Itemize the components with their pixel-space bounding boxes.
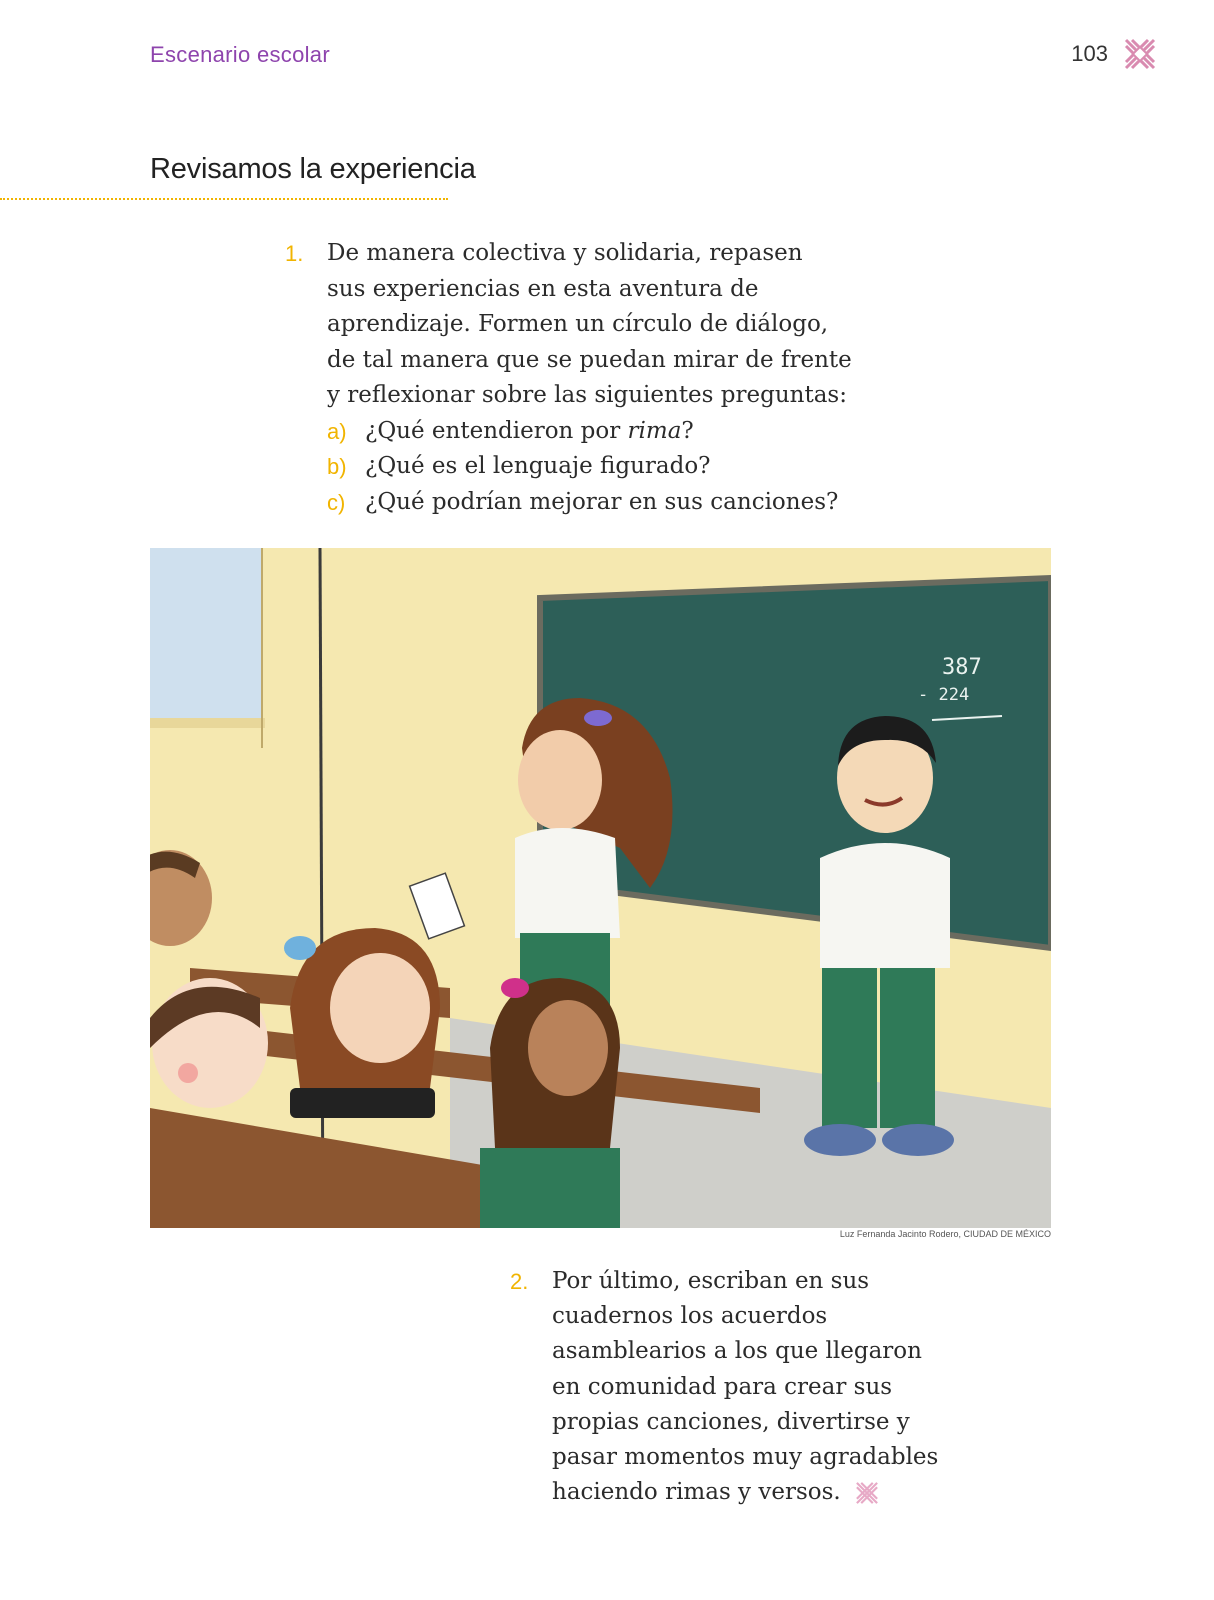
wheelchair: [290, 1088, 435, 1118]
subquestion-letter: b): [327, 454, 347, 479]
subquestion-text: ¿Qué entendieron por: [365, 417, 628, 444]
question-1-number: 1.: [285, 241, 304, 266]
classroom-illustration: [150, 548, 1051, 1228]
window: [150, 548, 262, 726]
subquestion-a: [285, 414, 885, 450]
question-1-line: sus experiencias en esta aventura de: [327, 275, 759, 302]
question-2-line: pasar momentos muy agradables: [552, 1444, 939, 1471]
section-title: Revisamos la experiencia: [150, 153, 476, 185]
question-2-number: 2.: [510, 1269, 529, 1294]
page-header-right: [1071, 36, 1158, 72]
question-2: [510, 1264, 1030, 1510]
subquestion-letter: a): [327, 418, 347, 444]
subquestion-b: [285, 449, 885, 485]
question-1-line: De manera colectiva y solidaria, repasen: [327, 240, 803, 266]
question-2-line: propias canciones, divertirse y: [552, 1408, 910, 1435]
subquestion-letter: c): [327, 489, 346, 515]
subquestion-text-end: ?: [681, 417, 694, 444]
pink-star-ornament-icon: [1122, 36, 1158, 72]
question-1: [285, 236, 885, 520]
illustration-credit: [840, 1229, 1051, 1239]
question-1-line: y reflexionar sobre las siguientes preguntas:: [327, 382, 847, 408]
question-1-line: de tal manera que se puedan mirar de frente: [327, 346, 852, 373]
credit-place: CIUDAD DE MÉXICO: [963, 1229, 1051, 1239]
page-number: 103: [1071, 41, 1108, 66]
question-2-line: haciendo rimas y versos.: [552, 1479, 841, 1506]
question-1-line: aprendizaje. Formen un círculo de diálogo,: [327, 311, 829, 337]
question-2-line: cuadernos los acuerdos: [552, 1303, 828, 1330]
subquestion-text: ¿Qué es el lenguaje figurado?: [365, 453, 711, 479]
title-dotted-rule: [0, 198, 448, 200]
board-number-bottom: - 224: [918, 685, 970, 705]
board-number-top: 387: [942, 655, 982, 680]
subquestion-c: [285, 485, 885, 521]
credit-name: Luz Fernanda Jacinto Rodero,: [839, 1229, 961, 1239]
question-2-line: Por último, escriban en sus: [552, 1268, 870, 1294]
seated-girl-middle: [284, 928, 440, 1088]
subquestion-text: ¿Qué podrían mejorar en sus canciones?: [365, 488, 839, 515]
end-ornament-icon: [854, 1480, 880, 1506]
subquestion-italic-term: rima: [627, 417, 682, 444]
seated-girl-right: [480, 978, 620, 1228]
running-header: Escenario escolar: [150, 42, 330, 67]
question-2-line: en comunidad para crear sus: [552, 1373, 893, 1400]
question-2-line: asamblearios a los que llegaron: [552, 1338, 922, 1365]
